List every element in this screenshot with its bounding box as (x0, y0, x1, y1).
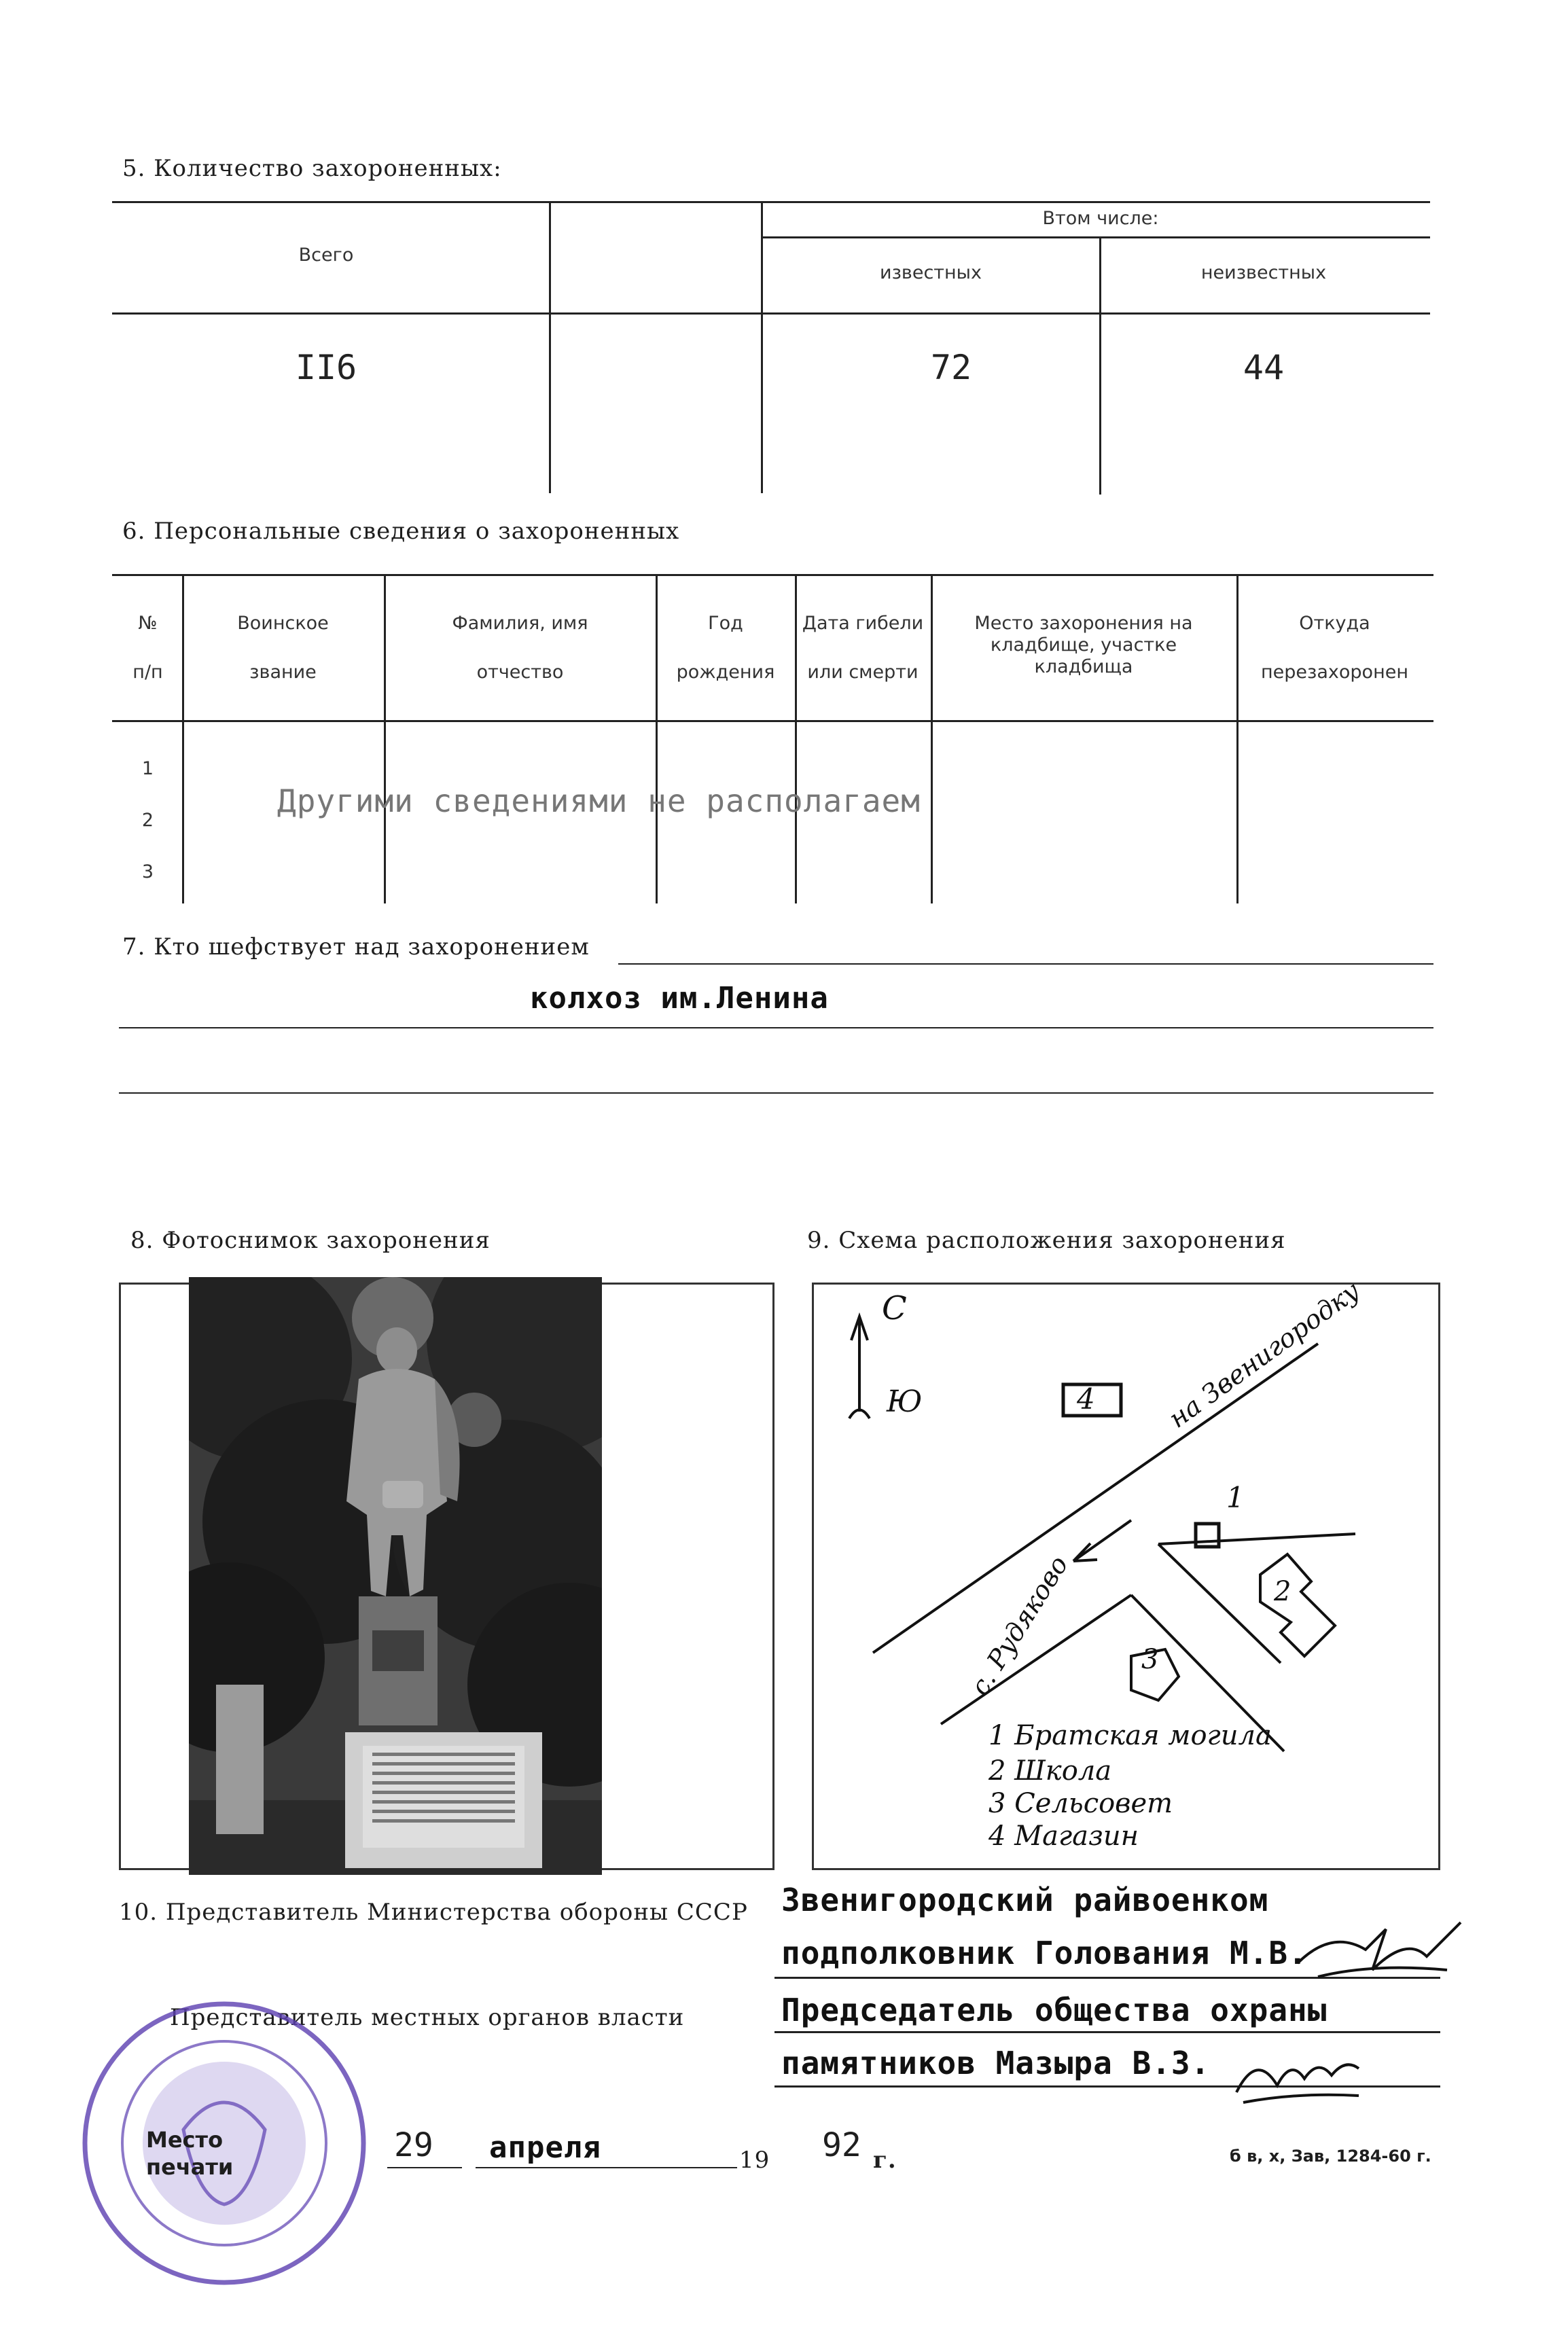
unknown-count: 44 (1243, 348, 1285, 387)
patron-line (618, 963, 1433, 965)
total-count: II6 (295, 348, 357, 387)
signature-line (774, 2031, 1440, 2033)
stamp-place-label (146, 2126, 233, 2181)
stamp-place-label-line2: печати (146, 2154, 234, 2180)
section10-title: 10. Представитель Министерства обороны СССР (119, 1899, 748, 1926)
col-known-header: известных (880, 262, 982, 283)
table6-top-border (112, 574, 1433, 576)
compass-north: С (882, 1289, 907, 1327)
col-from-header: Откуда (1299, 613, 1370, 634)
col-including-header: Втом числе: (1042, 208, 1159, 229)
col-num-header: № (138, 613, 158, 634)
col-name-header: Фамилия, имя (452, 613, 588, 634)
grave-marker (1196, 1524, 1219, 1547)
school-marker (1260, 1554, 1335, 1656)
table5-divider (761, 201, 763, 493)
table5-top-border (112, 201, 1430, 203)
date-day: 29 (394, 2126, 433, 2164)
patron-line (119, 1092, 1433, 1094)
local-representative-line1: Председатель общества охраны (781, 1992, 1328, 2028)
date-day-line (387, 2167, 462, 2168)
signature-local (1230, 2038, 1366, 2106)
section9-title: 9. Схема расположения захоронения (807, 1227, 1286, 1254)
local-representative-label: Представитель местных органов власти (170, 2004, 685, 2031)
road-label: на Звенигородку (1163, 1275, 1366, 1434)
table5-subheader-border (761, 236, 1430, 238)
no-info-note: Другими сведениями не располагаем (277, 783, 921, 819)
date-month: апреля (489, 2130, 601, 2165)
col-unknown-header: неизвестных (1200, 262, 1327, 283)
row-number: 1 (141, 758, 154, 779)
marker-label: 2 (1274, 1576, 1291, 1607)
table6-header-bottom (112, 720, 1433, 722)
location-scheme (812, 1283, 1440, 1870)
section5-title: 5. Количество захороненных: (122, 155, 502, 182)
legend-item: 4 Магазин (988, 1821, 1139, 1852)
section6-title: 6. Персональные сведения о захороненных (122, 518, 680, 545)
col-year-header: рождения (676, 662, 775, 683)
road-label: с. Рудяково (965, 1550, 1074, 1701)
mo-representative-line2: подполковник Голования М.В. (781, 1935, 1308, 1971)
col-rank-header: Воинское (237, 613, 329, 634)
table5-divider (549, 201, 551, 493)
table5-header-bottom (112, 312, 1430, 315)
local-representative-line2: памятников Мазыра В.З. (781, 2045, 1211, 2081)
mo-representative-line1: Звенигородский райвоенком (781, 1882, 1269, 1918)
section8-title: 8. Фотоснимок захоронения (130, 1227, 491, 1254)
date-month-line (476, 2167, 737, 2168)
road (1158, 1534, 1355, 1544)
col-from-header: перезахоронен (1261, 662, 1408, 683)
row-number: 2 (141, 810, 154, 831)
marker-label: 3 (1141, 1644, 1159, 1675)
legend-item: 2 Школа (988, 1755, 1112, 1787)
signature-mo (1291, 1916, 1474, 1990)
col-date-header: или смерти (807, 662, 919, 683)
col-place-header: Место захоронения на (974, 613, 1193, 634)
road (873, 1344, 1318, 1653)
col-place-header: кладбища (1034, 656, 1133, 677)
stamp-place-label-line1: Место (146, 2127, 224, 2153)
row-number: 3 (141, 861, 154, 882)
col-rank-header: звание (249, 662, 317, 683)
known-count: 72 (930, 348, 972, 387)
col-place-header: кладбище, участке (990, 634, 1177, 656)
col-year-header: Год (708, 613, 743, 634)
col-total-header: Всего (298, 245, 354, 266)
date-year: 92 (822, 2126, 861, 2164)
col-num-header: п/п (132, 662, 163, 683)
table5-divider (1099, 236, 1101, 495)
patron-line (119, 1027, 1433, 1028)
marker-label: 1 (1226, 1481, 1245, 1514)
memorial-photo (189, 1277, 602, 1875)
section7-title: 7. Кто шефствует над захоронением (122, 933, 590, 961)
patron-value: колхоз им.Ленина (530, 981, 829, 1016)
col-date-header: Дата гибели (802, 613, 924, 634)
compass-south: Ю (887, 1384, 923, 1419)
marker-label: 4 (1077, 1382, 1095, 1416)
legend-item: 3 Сельсовет (988, 1788, 1173, 1819)
print-note: б в, х, Зав, 1284-60 г. (1230, 2147, 1431, 2166)
date-suffix: г. (873, 2147, 897, 2174)
direction-arrow (1073, 1520, 1131, 1561)
date-century: 19 (739, 2147, 770, 2174)
col-name-header: отчество (476, 662, 564, 683)
legend-item: 1 Братская могила (988, 1720, 1272, 1751)
